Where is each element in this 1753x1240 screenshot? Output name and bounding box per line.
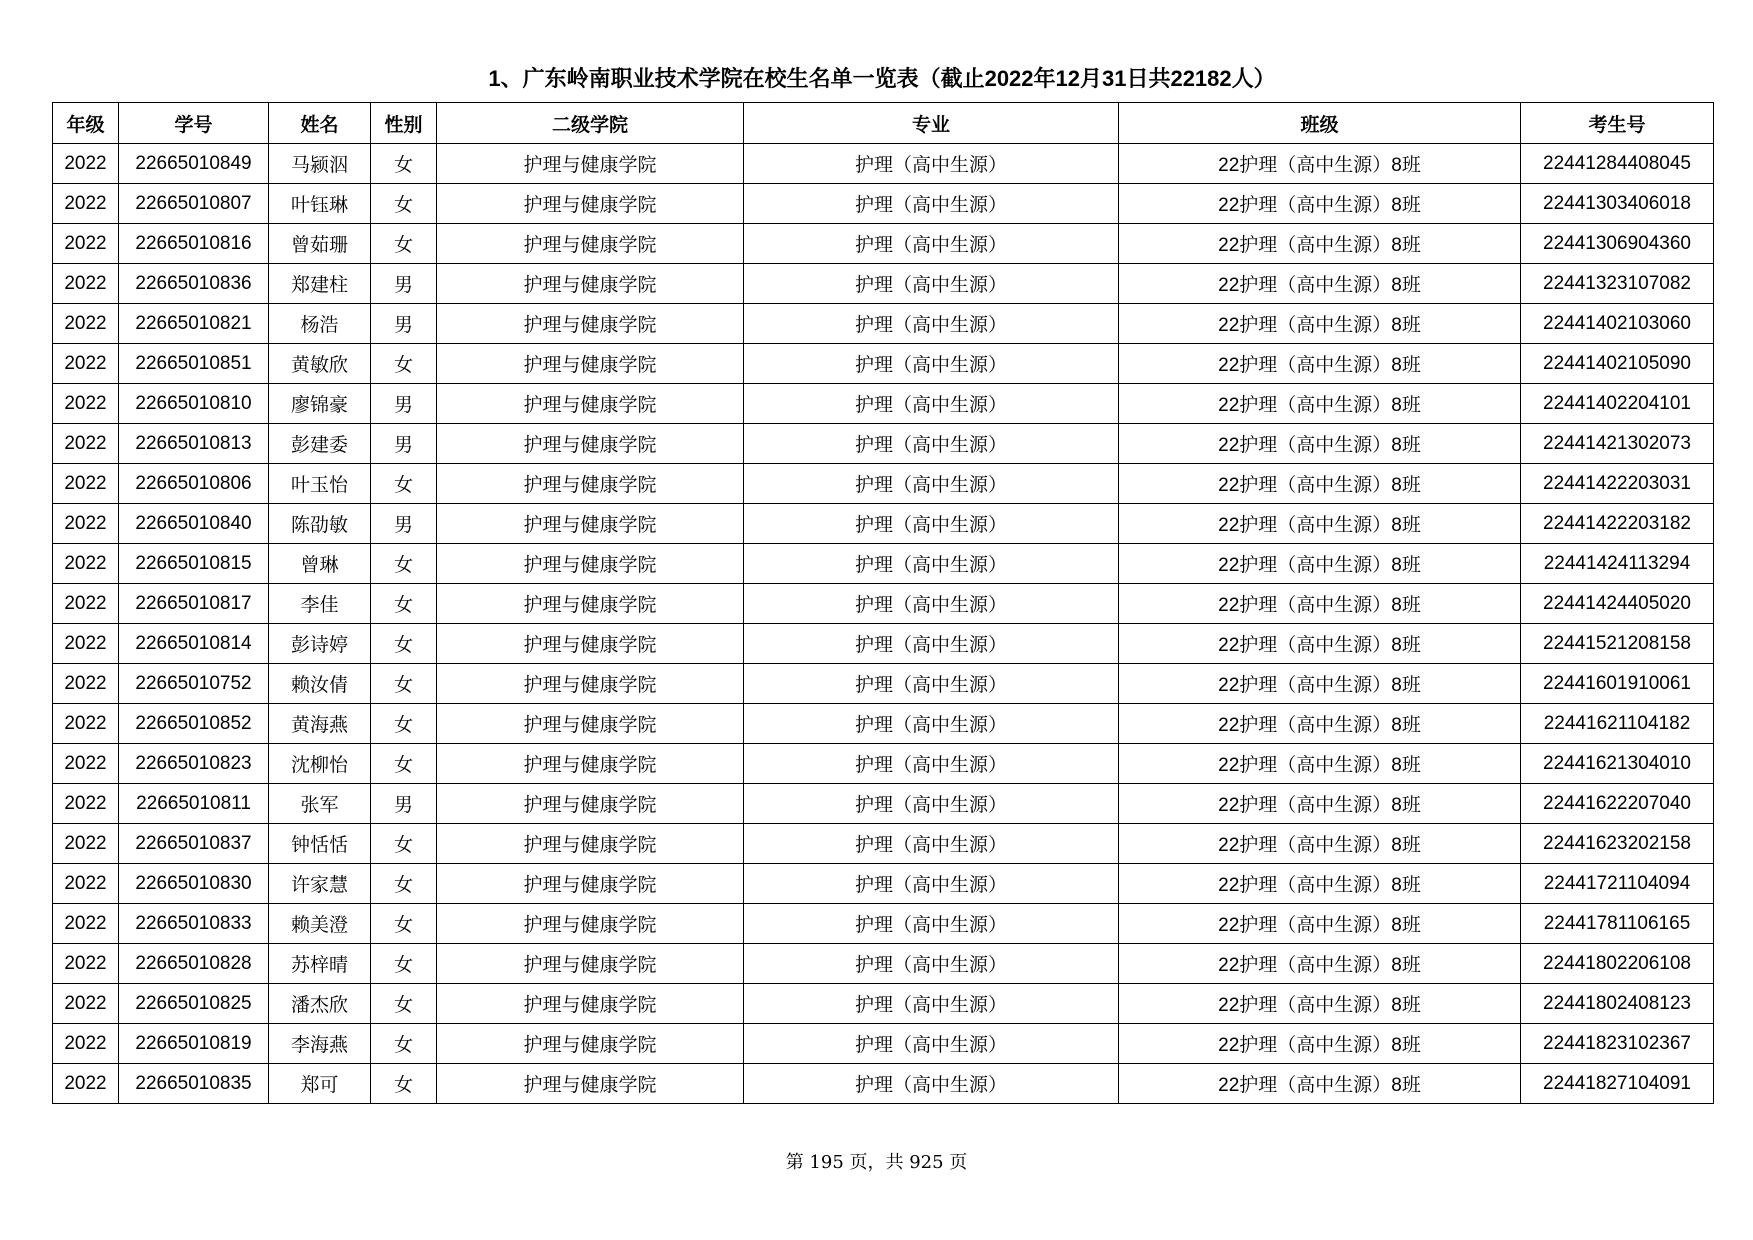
table-row xyxy=(53,824,1714,864)
cell-class: 22护理（高中生源）8班 xyxy=(1119,784,1521,824)
cell-college: 护理与健康学院 xyxy=(437,824,744,864)
cell-name: 叶玉怡 xyxy=(269,464,371,504)
cell-name: 潘杰欣 xyxy=(269,984,371,1024)
table-row xyxy=(53,744,1714,784)
cell-major: 护理（高中生源） xyxy=(744,664,1119,704)
cell-gender: 女 xyxy=(371,224,437,264)
table-row xyxy=(53,344,1714,384)
cell-college: 护理与健康学院 xyxy=(437,344,744,384)
cell-major: 护理（高中生源） xyxy=(744,704,1119,744)
cell-exam-number: 22441721104094 xyxy=(1521,864,1714,904)
header-college: 二级学院 xyxy=(437,103,744,144)
cell-class: 22护理（高中生源）8班 xyxy=(1119,864,1521,904)
cell-class: 22护理（高中生源）8班 xyxy=(1119,504,1521,544)
table-row xyxy=(53,384,1714,424)
cell-major: 护理（高中生源） xyxy=(744,584,1119,624)
table-row xyxy=(53,464,1714,504)
cell-student-id: 22665010825 xyxy=(119,984,269,1024)
cell-student-id: 22665010817 xyxy=(119,584,269,624)
cell-student-id: 22665010852 xyxy=(119,704,269,744)
cell-class: 22护理（高中生源）8班 xyxy=(1119,984,1521,1024)
cell-college: 护理与健康学院 xyxy=(437,224,744,264)
cell-college: 护理与健康学院 xyxy=(437,144,744,184)
cell-name: 杨浩 xyxy=(269,304,371,344)
cell-name: 郑建柱 xyxy=(269,264,371,304)
table-row xyxy=(53,944,1714,984)
cell-class: 22护理（高中生源）8班 xyxy=(1119,584,1521,624)
table-row xyxy=(53,424,1714,464)
cell-class: 22护理（高中生源）8班 xyxy=(1119,144,1521,184)
cell-name: 彭诗婷 xyxy=(269,624,371,664)
student-roster-table xyxy=(52,102,1714,1104)
cell-gender: 女 xyxy=(371,144,437,184)
cell-gender: 女 xyxy=(371,344,437,384)
cell-major: 护理（高中生源） xyxy=(744,1064,1119,1104)
cell-class: 22护理（高中生源）8班 xyxy=(1119,1024,1521,1064)
cell-grade: 2022 xyxy=(53,944,119,984)
cell-exam-number: 22441623202158 xyxy=(1521,824,1714,864)
cell-student-id: 22665010807 xyxy=(119,184,269,224)
cell-major: 护理（高中生源） xyxy=(744,304,1119,344)
cell-name: 郑可 xyxy=(269,1064,371,1104)
cell-name: 曾琳 xyxy=(269,544,371,584)
table-row xyxy=(53,584,1714,624)
cell-class: 22护理（高中生源）8班 xyxy=(1119,1064,1521,1104)
cell-college: 护理与健康学院 xyxy=(437,504,744,544)
cell-exam-number: 22441424113294 xyxy=(1521,544,1714,584)
cell-class: 22护理（高中生源）8班 xyxy=(1119,544,1521,584)
cell-name: 赖汝倩 xyxy=(269,664,371,704)
cell-student-id: 22665010815 xyxy=(119,544,269,584)
cell-exam-number: 22441802408123 xyxy=(1521,984,1714,1024)
cell-major: 护理（高中生源） xyxy=(744,824,1119,864)
cell-grade: 2022 xyxy=(53,384,119,424)
cell-name: 许家慧 xyxy=(269,864,371,904)
cell-student-id: 22665010849 xyxy=(119,144,269,184)
cell-name: 廖锦豪 xyxy=(269,384,371,424)
cell-gender: 女 xyxy=(371,744,437,784)
table-row xyxy=(53,304,1714,344)
cell-class: 22护理（高中生源）8班 xyxy=(1119,464,1521,504)
cell-grade: 2022 xyxy=(53,904,119,944)
cell-major: 护理（高中生源） xyxy=(744,384,1119,424)
cell-class: 22护理（高中生源）8班 xyxy=(1119,824,1521,864)
cell-student-id: 22665010813 xyxy=(119,424,269,464)
cell-exam-number: 22441402204101 xyxy=(1521,384,1714,424)
cell-exam-number: 22441284408045 xyxy=(1521,144,1714,184)
cell-gender: 女 xyxy=(371,944,437,984)
cell-gender: 女 xyxy=(371,984,437,1024)
cell-gender: 女 xyxy=(371,184,437,224)
cell-major: 护理（高中生源） xyxy=(744,944,1119,984)
cell-class: 22护理（高中生源）8班 xyxy=(1119,624,1521,664)
cell-exam-number: 22441323107082 xyxy=(1521,264,1714,304)
header-major: 专业 xyxy=(744,103,1119,144)
header-grade: 年级 xyxy=(53,103,119,144)
cell-major: 护理（高中生源） xyxy=(744,224,1119,264)
cell-student-id: 22665010811 xyxy=(119,784,269,824)
cell-major: 护理（高中生源） xyxy=(744,464,1119,504)
cell-gender: 女 xyxy=(371,464,437,504)
cell-name: 李佳 xyxy=(269,584,371,624)
cell-grade: 2022 xyxy=(53,664,119,704)
table-row xyxy=(53,784,1714,824)
cell-grade: 2022 xyxy=(53,624,119,664)
cell-student-id: 22665010806 xyxy=(119,464,269,504)
cell-college: 护理与健康学院 xyxy=(437,664,744,704)
cell-student-id: 22665010835 xyxy=(119,1064,269,1104)
cell-class: 22护理（高中生源）8班 xyxy=(1119,744,1521,784)
cell-gender: 女 xyxy=(371,1064,437,1104)
cell-gender: 女 xyxy=(371,904,437,944)
header-class: 班级 xyxy=(1119,103,1521,144)
cell-name: 陈劭敏 xyxy=(269,504,371,544)
cell-college: 护理与健康学院 xyxy=(437,304,744,344)
cell-class: 22护理（高中生源）8班 xyxy=(1119,904,1521,944)
cell-student-id: 22665010821 xyxy=(119,304,269,344)
cell-gender: 男 xyxy=(371,264,437,304)
cell-grade: 2022 xyxy=(53,1024,119,1064)
cell-college: 护理与健康学院 xyxy=(437,264,744,304)
cell-major: 护理（高中生源） xyxy=(744,184,1119,224)
cell-class: 22护理（高中生源）8班 xyxy=(1119,664,1521,704)
cell-exam-number: 22441306904360 xyxy=(1521,224,1714,264)
cell-college: 护理与健康学院 xyxy=(437,544,744,584)
cell-gender: 女 xyxy=(371,664,437,704)
table-row xyxy=(53,224,1714,264)
cell-class: 22护理（高中生源）8班 xyxy=(1119,704,1521,744)
cell-student-id: 22665010816 xyxy=(119,224,269,264)
cell-exam-number: 22441621304010 xyxy=(1521,744,1714,784)
table-row xyxy=(53,1064,1714,1104)
cell-student-id: 22665010752 xyxy=(119,664,269,704)
cell-major: 护理（高中生源） xyxy=(744,1024,1119,1064)
cell-name: 赖美澄 xyxy=(269,904,371,944)
cell-major: 护理（高中生源） xyxy=(744,904,1119,944)
cell-grade: 2022 xyxy=(53,984,119,1024)
cell-exam-number: 22441402103060 xyxy=(1521,304,1714,344)
cell-college: 护理与健康学院 xyxy=(437,1064,744,1104)
cell-exam-number: 22441827104091 xyxy=(1521,1064,1714,1104)
cell-gender: 女 xyxy=(371,704,437,744)
table-row xyxy=(53,864,1714,904)
cell-gender: 女 xyxy=(371,1024,437,1064)
cell-college: 护理与健康学院 xyxy=(437,944,744,984)
cell-gender: 男 xyxy=(371,504,437,544)
cell-student-id: 22665010837 xyxy=(119,824,269,864)
cell-grade: 2022 xyxy=(53,464,119,504)
cell-college: 护理与健康学院 xyxy=(437,744,744,784)
cell-class: 22护理（高中生源）8班 xyxy=(1119,944,1521,984)
cell-gender: 女 xyxy=(371,624,437,664)
cell-exam-number: 22441622207040 xyxy=(1521,784,1714,824)
header-student-id: 学号 xyxy=(119,103,269,144)
cell-grade: 2022 xyxy=(53,864,119,904)
cell-college: 护理与健康学院 xyxy=(437,464,744,504)
cell-major: 护理（高中生源） xyxy=(744,544,1119,584)
cell-name: 曾茹珊 xyxy=(269,224,371,264)
cell-gender: 女 xyxy=(371,864,437,904)
cell-name: 黄敏欣 xyxy=(269,344,371,384)
cell-name: 张军 xyxy=(269,784,371,824)
cell-student-id: 22665010814 xyxy=(119,624,269,664)
cell-class: 22护理（高中生源）8班 xyxy=(1119,224,1521,264)
cell-gender: 女 xyxy=(371,824,437,864)
cell-college: 护理与健康学院 xyxy=(437,784,744,824)
cell-grade: 2022 xyxy=(53,784,119,824)
cell-grade: 2022 xyxy=(53,1064,119,1104)
cell-grade: 2022 xyxy=(53,264,119,304)
cell-major: 护理（高中生源） xyxy=(744,864,1119,904)
cell-exam-number: 22441601910061 xyxy=(1521,664,1714,704)
table-row xyxy=(53,624,1714,664)
cell-grade: 2022 xyxy=(53,184,119,224)
cell-name: 黄海燕 xyxy=(269,704,371,744)
cell-name: 叶钰琳 xyxy=(269,184,371,224)
table-row xyxy=(53,904,1714,944)
cell-student-id: 22665010819 xyxy=(119,1024,269,1064)
cell-exam-number: 22441422203182 xyxy=(1521,504,1714,544)
cell-college: 护理与健康学院 xyxy=(437,184,744,224)
cell-class: 22护理（高中生源）8班 xyxy=(1119,304,1521,344)
cell-exam-number: 22441521208158 xyxy=(1521,624,1714,664)
cell-grade: 2022 xyxy=(53,144,119,184)
cell-college: 护理与健康学院 xyxy=(437,984,744,1024)
cell-college: 护理与健康学院 xyxy=(437,584,744,624)
cell-name: 马颍泅 xyxy=(269,144,371,184)
cell-gender: 女 xyxy=(371,544,437,584)
cell-grade: 2022 xyxy=(53,744,119,784)
cell-class: 22护理（高中生源）8班 xyxy=(1119,184,1521,224)
cell-grade: 2022 xyxy=(53,344,119,384)
cell-exam-number: 22441781106165 xyxy=(1521,904,1714,944)
table-row xyxy=(53,984,1714,1024)
cell-grade: 2022 xyxy=(53,224,119,264)
cell-college: 护理与健康学院 xyxy=(437,864,744,904)
cell-grade: 2022 xyxy=(53,424,119,464)
cell-grade: 2022 xyxy=(53,824,119,864)
cell-exam-number: 22441802206108 xyxy=(1521,944,1714,984)
cell-exam-number: 22441422203031 xyxy=(1521,464,1714,504)
cell-college: 护理与健康学院 xyxy=(437,904,744,944)
table-row xyxy=(53,1024,1714,1064)
page-footer: 第 195 页，共 925 页 xyxy=(785,1152,968,1173)
cell-gender: 男 xyxy=(371,784,437,824)
cell-student-id: 22665010810 xyxy=(119,384,269,424)
cell-student-id: 22665010836 xyxy=(119,264,269,304)
cell-student-id: 22665010830 xyxy=(119,864,269,904)
cell-student-id: 22665010828 xyxy=(119,944,269,984)
cell-major: 护理（高中生源） xyxy=(744,744,1119,784)
cell-name: 李海燕 xyxy=(269,1024,371,1064)
cell-college: 护理与健康学院 xyxy=(437,424,744,464)
cell-student-id: 22665010823 xyxy=(119,744,269,784)
cell-major: 护理（高中生源） xyxy=(744,344,1119,384)
table-header-row xyxy=(53,103,1714,144)
cell-major: 护理（高中生源） xyxy=(744,624,1119,664)
header-name: 姓名 xyxy=(269,103,371,144)
cell-class: 22护理（高中生源）8班 xyxy=(1119,424,1521,464)
table-row xyxy=(53,704,1714,744)
cell-class: 22护理（高中生源）8班 xyxy=(1119,344,1521,384)
table-row xyxy=(53,664,1714,704)
cell-major: 护理（高中生源） xyxy=(744,144,1119,184)
table-row xyxy=(53,144,1714,184)
cell-grade: 2022 xyxy=(53,584,119,624)
cell-college: 护理与健康学院 xyxy=(437,624,744,664)
cell-exam-number: 22441424405020 xyxy=(1521,584,1714,624)
cell-college: 护理与健康学院 xyxy=(437,1024,744,1064)
cell-gender: 女 xyxy=(371,584,437,624)
header-gender: 性别 xyxy=(371,103,437,144)
table-body xyxy=(53,144,1714,1104)
cell-exam-number: 22441303406018 xyxy=(1521,184,1714,224)
cell-grade: 2022 xyxy=(53,304,119,344)
cell-name: 沈柳怡 xyxy=(269,744,371,784)
cell-student-id: 22665010840 xyxy=(119,504,269,544)
header-exam-number: 考生号 xyxy=(1521,103,1714,144)
cell-major: 护理（高中生源） xyxy=(744,264,1119,304)
cell-name: 苏梓晴 xyxy=(269,944,371,984)
cell-major: 护理（高中生源） xyxy=(744,784,1119,824)
cell-exam-number: 22441823102367 xyxy=(1521,1024,1714,1064)
cell-class: 22护理（高中生源）8班 xyxy=(1119,384,1521,424)
page-title: 1、广东岭南职业技术学院在校生名单一览表（截止2022年12月31日共22182人） xyxy=(488,66,1276,91)
cell-gender: 男 xyxy=(371,384,437,424)
cell-exam-number: 22441621104182 xyxy=(1521,704,1714,744)
table-row xyxy=(53,504,1714,544)
cell-gender: 男 xyxy=(371,304,437,344)
cell-class: 22护理（高中生源）8班 xyxy=(1119,264,1521,304)
cell-name: 钟恬恬 xyxy=(269,824,371,864)
cell-grade: 2022 xyxy=(53,504,119,544)
cell-student-id: 22665010851 xyxy=(119,344,269,384)
table-row xyxy=(53,544,1714,584)
cell-college: 护理与健康学院 xyxy=(437,384,744,424)
cell-student-id: 22665010833 xyxy=(119,904,269,944)
cell-college: 护理与健康学院 xyxy=(437,704,744,744)
cell-name: 彭建委 xyxy=(269,424,371,464)
cell-exam-number: 22441402105090 xyxy=(1521,344,1714,384)
cell-major: 护理（高中生源） xyxy=(744,984,1119,1024)
cell-grade: 2022 xyxy=(53,544,119,584)
cell-gender: 男 xyxy=(371,424,437,464)
cell-grade: 2022 xyxy=(53,704,119,744)
table-row xyxy=(53,264,1714,304)
table-row xyxy=(53,184,1714,224)
cell-major: 护理（高中生源） xyxy=(744,424,1119,464)
cell-exam-number: 22441421302073 xyxy=(1521,424,1714,464)
cell-major: 护理（高中生源） xyxy=(744,504,1119,544)
